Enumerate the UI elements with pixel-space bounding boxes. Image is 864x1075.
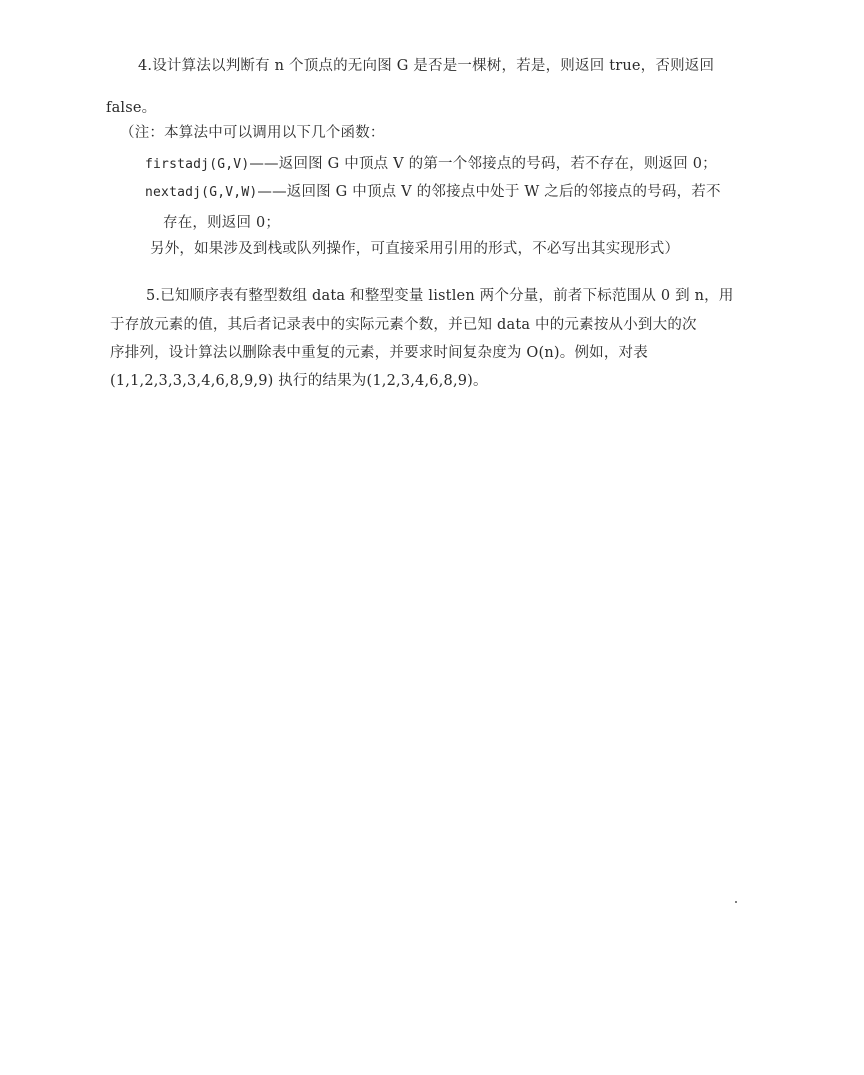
q4-func2: [145, 183, 721, 202]
func2-name: nextadj(G,V,W): [145, 185, 258, 200]
scan-speck: [735, 901, 737, 903]
func2-desc: ——返回图 G 中顶点 V 的邻接点中处于 W 之后的邻接点的号码，若不: [257, 184, 721, 200]
q4-func1: [145, 155, 717, 174]
func1-desc: ——返回图 G 中顶点 V 的第一个邻接点的号码，若不存在，则返回 0；: [249, 156, 717, 172]
q5-line-2: 于存放元素的值，其后者记录表中的实际元素个数，并已知 data 中的元素按从小到大的次: [110, 317, 697, 333]
q4-func2-cont: 存在，则返回 0；: [163, 215, 281, 231]
q4-line-1: 4.设计算法以判断有 n 个顶点的无向图 G 是否是一棵树，若是，则返回 true，否则返回: [138, 58, 715, 74]
q5-line-1: 5.已知顺序表有整型数组 data 和整型变量 listlen 两个分量，前者下标范围从 0 到 n，用: [146, 288, 734, 304]
q5-line-3: 序排列，设计算法以删除表中重复的元素，并要求时间复杂度为 O(n)。例如，对表: [110, 345, 648, 361]
q4-line-2: false。: [106, 100, 157, 116]
q4-note-close: 另外，如果涉及到栈或队列操作，可直接采用引用的形式，不必写出其实现形式）: [150, 241, 680, 257]
func1-name: firstadj(G,V): [145, 157, 250, 172]
q4-note-open: （注：本算法中可以调用以下几个函数：: [120, 125, 385, 141]
q5-line-4: (1,1,2,3,3,3,4,6,8,9,9) 执行的结果为(1,2,3,4,6,8,9)。: [110, 373, 488, 389]
